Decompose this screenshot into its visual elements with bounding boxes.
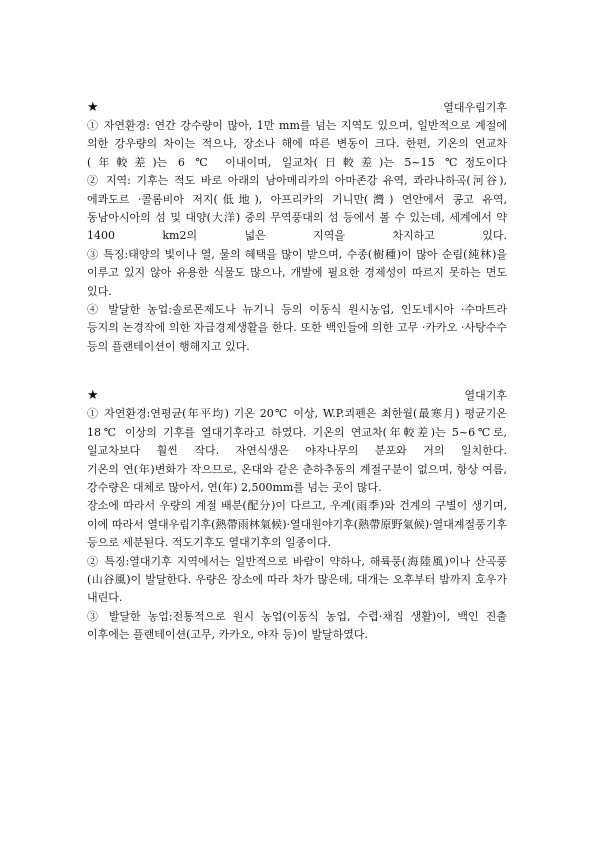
paragraph-annual-variation: 기온의 연(年)변화가 작으므로, 온대와 같은 춘하추동의 계절구분이 없으며, 항상 여름, 강수량은 대체로 많아서, 연(年) 2,500mm를 넘는 곳이 많다.: [87, 462, 507, 494]
paragraph-seasonal-distribution: 장소에 따라서 우량의 계절 배분(配分)이 다르고, 우계(雨季)와 건계의 구별이 생기며, 이에 따라서 열대우림기후(熱帶雨林氣候)·열대원야기후(熱帶原野氣候)·열대계절풍기후 등으로 세분된다. 적도기후도 열대기후의 일종이다.: [87, 499, 507, 550]
section-tropical-rainforest: [87, 98, 507, 356]
section-header: [87, 98, 507, 117]
paragraph-features: ② 특징:열대기후 지역에서는 일반적으로 바람이 약하나, 해륙풍(海陸風)이나 산곡풍(山谷風)이 발달한다. 우량은 장소에 따라 차가 많은데, 대개는 오후부터 밤까지 호우가 내린다.: [87, 554, 507, 605]
paragraph-natural-environment: ① 자연환경:연평균(年平均) 기온 20℃ 이상, W.P.쾨펜은 최한월(最寒月) 평균기온 18℃ 이상의 기후를 열대기후라고 하였다. 기온의 연교차(年較差)는 5~6℃로, 일교차보다 훨씬 작다. 자연식생은 야자나무의 분포와 거의 일치한다.: [87, 407, 507, 458]
star-icon: ★: [87, 100, 99, 115]
paragraph-natural-environment: ① 자연환경: 연간 강수량이 많아, 1만 mm를 넘는 지역도 있으며, 일반적으로 계절에 의한 강우량의 차이는 적으나, 장소나 해에 따른 변동이 크다. 한편, 기온의 연교차(年較差)는 6 ℃ 이내이며, 일교차(日較差)는 5~15 ℃정도이다: [87, 119, 507, 169]
section-tropical-climate: [87, 386, 507, 644]
paragraph-region: ② 지역: 기후는 적도 바로 아래의 남아메리카의 아마존강 유역, 콰라나하곡(河谷), 에콰도르 ·콜롬비아 저지(低地), 아프리카의 기니만(灣) 연안에서 콩고 유역, 동남아시아의 섬 및 대양(大洋) 중의 무역풍대의 섬 등에서 볼 수 있는데, 세계에서 약 1400 km2의 넓은 지역을 차지하고 있다.: [87, 174, 507, 243]
section-title: 열대우림기후: [443, 101, 507, 114]
section-title: 열대기후: [464, 389, 507, 403]
section-header: [87, 386, 507, 405]
document-page: [87, 98, 507, 645]
paragraph-features: ③ 특징:태양의 빛이나 열, 물의 혜택을 많이 받으며, 수종(樹種)이 많아 순림(純林)을 이루고 있지 않아 유용한 식물도 많으나, 개발에 필요한 경제성이 따르지 못하는 면도 있다.: [87, 247, 507, 298]
paragraph-agriculture: ④ 발달한 농업:솔로몬제도나 뉴기니 등의 이동식 원시농업, 인도네시아 ·수마트라 등지의 논경작에 의한 자급경제생활을 한다. 또한 백인들에 의한 고무 ·카카오 ·사탕수수 등의 플랜테이션이 행해지고 있다.: [87, 303, 507, 353]
star-icon: ★: [87, 388, 99, 404]
paragraph-agriculture: ③ 발달한 농업:전통적으로 원시 농업(이동식 농업, 수렵·채집 생활)이, 백인 진출 이후에는 플랜테이션(고무, 카카오, 야자 등)이 발달하였다.: [87, 609, 507, 642]
